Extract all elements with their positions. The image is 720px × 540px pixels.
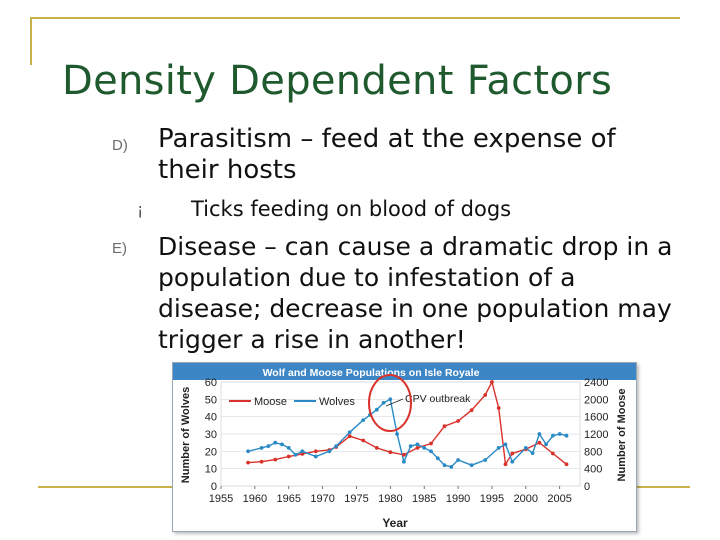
wolves-data-point — [314, 455, 318, 459]
wolves-data-point — [544, 443, 548, 447]
chart-title: Wolf and Moose Populations on Isle Royale — [262, 367, 480, 379]
y-left-tick-label: 10 — [204, 463, 217, 476]
wolves-data-point — [348, 430, 352, 434]
y-left-tick-label: 40 — [204, 411, 217, 424]
y-left-tick-label: 20 — [204, 446, 217, 459]
moose-data-point — [246, 461, 250, 465]
top-accent-line — [30, 17, 680, 19]
bullet-disease: Disease – can cause a dramatic drop in a population due to infestation of a disease; decrease in one population may trigger a rise in another! — [158, 232, 673, 354]
y-left-tick-label: 30 — [204, 429, 217, 441]
wolves-data-point — [246, 449, 250, 453]
x-tick-label: 2005 — [547, 493, 572, 505]
x-tick-label: 2000 — [513, 493, 539, 505]
wolves-data-point — [504, 443, 508, 447]
moose-data-point — [504, 462, 508, 466]
wolves-data-point — [402, 460, 406, 464]
wolves-data-point — [361, 418, 365, 422]
wolves-data-point — [531, 451, 535, 455]
wolves-data-point — [409, 444, 413, 448]
moose-data-point — [538, 441, 542, 445]
wolves-data-point — [456, 458, 460, 462]
x-tick-label: 1985 — [411, 493, 437, 505]
x-tick-label: 1980 — [378, 493, 403, 505]
moose-data-point — [416, 446, 420, 450]
wolves-data-point — [443, 463, 447, 467]
wolves-data-point — [334, 444, 338, 448]
left-accent-line — [30, 17, 32, 65]
x-tick-label: 1990 — [445, 493, 471, 505]
moose-data-point — [483, 393, 487, 397]
y-right-tick-label: 0 — [584, 481, 591, 493]
y-right-tick-label: 2000 — [584, 394, 609, 407]
wolves-data-point — [382, 401, 386, 405]
x-tick-label: 1995 — [479, 493, 505, 505]
wolves-data-point — [422, 446, 426, 450]
wolves-data-point — [510, 460, 514, 464]
y-right-tick-label: 1600 — [584, 411, 609, 424]
wolves-data-point — [328, 449, 332, 453]
moose-data-point — [273, 458, 277, 462]
moose-data-point — [388, 450, 392, 454]
y-right-tick-label: 800 — [584, 446, 603, 459]
y-axis-right-label: Number of Moose — [616, 388, 628, 482]
wolves-data-point — [388, 397, 392, 401]
moose-data-point — [497, 406, 501, 410]
moose-data-point — [470, 408, 474, 412]
moose-data-point — [443, 424, 447, 428]
y-right-tick-label: 1200 — [584, 429, 609, 441]
moose-data-point — [287, 455, 291, 459]
wolves-data-point — [483, 458, 487, 462]
moose-data-point — [314, 449, 318, 453]
wolves-data-point — [449, 465, 453, 469]
moose-data-point — [551, 452, 555, 456]
moose-data-point — [375, 446, 379, 450]
wolves-data-point — [375, 408, 379, 412]
x-tick-label: 1955 — [208, 493, 234, 505]
legend-moose-label: Moose — [254, 396, 288, 408]
wolves-data-point — [280, 443, 284, 447]
moose-data-point — [510, 452, 514, 456]
y-axis-left-label: Number of Wolves — [180, 386, 192, 484]
sub-bullet-ticks: Ticks feeding on blood of dogs — [191, 197, 512, 221]
x-axis-label: Year — [382, 516, 408, 530]
annotation-cpv: CPV outbreak — [405, 393, 471, 405]
sub-bullet-marker: ¡ — [137, 200, 144, 219]
bullet-marker-e: E) — [112, 240, 127, 257]
y-left-tick-label: 60 — [204, 377, 217, 389]
wolves-data-point — [294, 453, 298, 457]
moose-data-point — [361, 439, 365, 443]
population-chart — [172, 362, 637, 532]
bullet-marker-d: D) — [112, 137, 128, 154]
wolves-data-point — [267, 444, 271, 448]
legend-wolves-label: Wolves — [319, 396, 355, 408]
bullet-parasitism: Parasitism – feed at the expense of their hosts — [158, 124, 616, 185]
y-left-tick-label: 50 — [204, 394, 217, 407]
wolves-data-point — [524, 446, 528, 450]
wolves-data-point — [395, 432, 399, 436]
moose-data-point — [456, 419, 460, 423]
y-right-tick-label: 2400 — [584, 377, 609, 389]
moose-data-point — [402, 453, 406, 457]
x-tick-label: 1970 — [310, 493, 335, 505]
moose-data-point — [348, 434, 352, 438]
wolves-data-point — [551, 434, 555, 438]
y-right-tick-label: 400 — [584, 463, 603, 476]
wolves-data-point — [538, 432, 542, 436]
wolves-data-point — [416, 443, 420, 447]
x-tick-label: 1975 — [344, 493, 369, 505]
moose-data-point — [565, 462, 569, 466]
wolves-data-point — [565, 434, 569, 438]
moose-data-point — [490, 380, 494, 384]
wolves-data-point — [300, 449, 304, 453]
wolves-data-point — [260, 446, 264, 450]
y-left-tick-label: 0 — [210, 481, 217, 493]
wolves-data-point — [287, 446, 291, 450]
x-tick-label: 1960 — [242, 493, 268, 505]
slide-title: Density Dependent Factors — [62, 58, 613, 104]
wolves-data-point — [436, 456, 440, 460]
wolves-data-point — [470, 463, 474, 467]
moose-data-point — [260, 460, 264, 464]
wolves-data-point — [558, 432, 562, 436]
x-tick-label: 1965 — [276, 493, 301, 505]
population-chart-svg — [173, 363, 636, 531]
wolves-data-point — [497, 446, 501, 450]
wolves-data-point — [273, 441, 277, 445]
wolves-data-point — [429, 449, 433, 453]
moose-data-point — [429, 442, 433, 446]
